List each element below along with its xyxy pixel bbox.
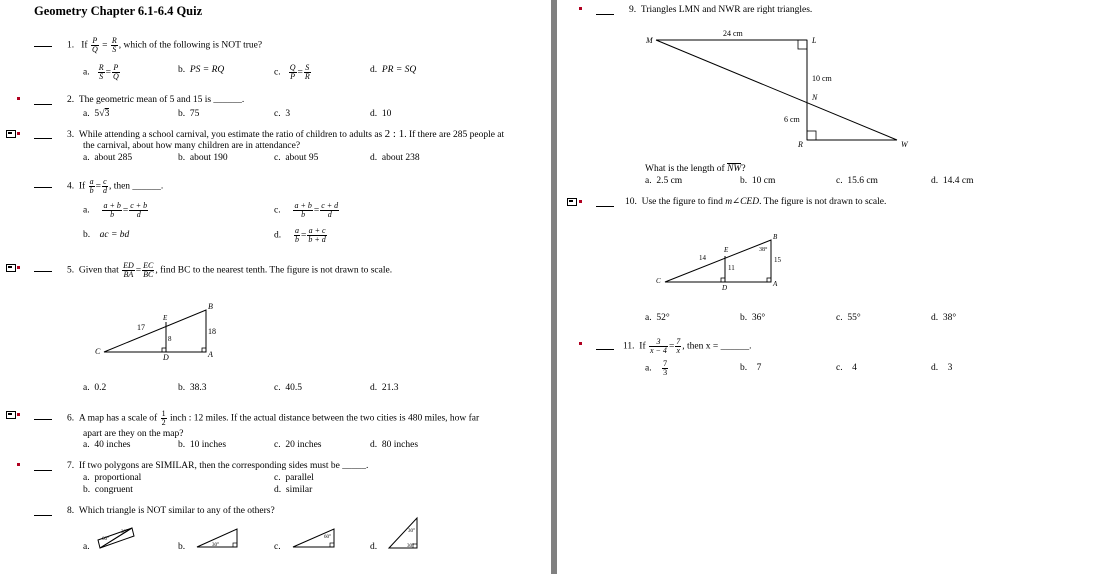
question-6-line2: apart are they on the map?	[83, 429, 184, 439]
q10-label-a: A	[773, 280, 778, 288]
keyboard-icon-q10	[567, 198, 577, 206]
q2-choice-a: a. 5√3	[83, 108, 110, 119]
q4-choice-b: b. ac = bd	[83, 230, 130, 240]
q3-choice-a: a. about 285	[83, 153, 133, 163]
q1-choice-a: a. $\frac{R}{S}$ = $\frac{P}{Q}$	[83, 63, 119, 81]
q8-choice-d-label: d.	[370, 542, 378, 552]
q8-choice-b-label: b.	[178, 542, 186, 552]
q11-choice-a: a. $\frac{7}{3}$	[645, 359, 668, 377]
q9-label-w: W	[901, 140, 908, 149]
keyboard-icon-q5	[6, 264, 16, 272]
q9-side-24: 24 cm	[723, 29, 743, 38]
flag-marker-q2	[17, 97, 20, 100]
answer-blank-q5[interactable]	[34, 271, 52, 272]
answer-blank-q2[interactable]	[34, 104, 52, 105]
answer-blank-q9[interactable]	[596, 14, 614, 15]
q8-choice-a-label: a.	[83, 542, 90, 552]
q2-choice-c: c. 3	[274, 109, 291, 119]
answer-blank-q1[interactable]	[34, 46, 52, 47]
q7-choice-d: d. similar	[274, 485, 313, 495]
question-3-line2: the carnival, about how many children are in attendance?	[83, 141, 301, 151]
q7-choice-b: b. congruent	[83, 485, 133, 495]
q11-choice-c: c. 4	[836, 363, 857, 373]
q10-label-c: C	[656, 277, 661, 285]
q8-a-angle-2: 60°	[102, 537, 109, 542]
q9-label-n: N	[812, 93, 818, 102]
q8-d-angle-1: 30°	[408, 529, 415, 534]
question-3-line1: 3. While attending a school carnival, you estimate the ratio of children to adults as 2 : 1. If there are 285 people at	[67, 128, 505, 140]
q1-choice-d: d. PR = SQ	[370, 65, 417, 75]
q10-angle-38: 38°	[759, 247, 768, 253]
q5-label-b: B	[208, 302, 213, 311]
page-left	[0, 0, 551, 574]
question-4: 4. If $\frac{a}{b}$ = $\frac{c}{d}$ , then ______.	[67, 177, 164, 195]
q9-choice-b: b. 10 cm	[740, 176, 776, 186]
q3-choice-d: d. about 238	[370, 153, 420, 163]
q5-side-18: 18	[208, 327, 216, 336]
q4-choice-c: c. $\frac{a + b}{b}$ = $\frac{c + d}{d}$	[274, 201, 339, 219]
q10-choice-b: b. 36°	[740, 313, 766, 323]
question-10: 10. Use the figure to find m∠CED. The figure is not drawn to scale.	[625, 197, 887, 207]
q7-choice-a: a. proportional	[83, 473, 142, 483]
q6-choice-d: d. 80 inches	[370, 440, 419, 450]
question-9: 9. Triangles LMN and NWR are right triangles.	[629, 5, 813, 15]
q10-triangle-figure	[653, 230, 793, 292]
q5-choice-c: c. 40.5	[274, 383, 302, 393]
q6-choice-a: a. 40 inches	[83, 440, 131, 450]
q8-triangle-d	[386, 514, 422, 552]
q2-choice-b: b. 75	[178, 109, 200, 119]
q10-label-b: B	[773, 233, 778, 241]
q8-d-angle-2: 30°	[407, 544, 414, 549]
q5-label-c: C	[95, 347, 101, 356]
q5-choice-d: d. 21.3	[370, 383, 399, 393]
q9-side-10: 10 cm	[812, 74, 832, 83]
q2-choice-d: d. 10	[370, 109, 392, 119]
question-9-prompt: What is the length of NW?	[645, 164, 746, 174]
q8-triangle-c	[290, 526, 338, 550]
answer-blank-q7[interactable]	[34, 470, 52, 471]
q10-side-15: 15	[774, 256, 781, 264]
q9-label-m: M	[646, 36, 653, 45]
q4-choice-a: a. $\frac{a + b}{b}$ = $\frac{c + b}{d}$	[83, 201, 148, 219]
q9-label-r: R	[798, 140, 803, 149]
q8-triangle-a	[96, 524, 136, 550]
flag-marker-q10	[579, 200, 582, 203]
q9-choice-a: a. 2.5 cm	[645, 176, 683, 186]
answer-blank-q8[interactable]	[34, 515, 52, 516]
q5-label-d: D	[163, 353, 169, 362]
flag-marker-q6	[17, 413, 20, 416]
question-1: 1. If $\frac{P}{Q}$ = $\frac{R}{S}$ , which of the following is NOT true?	[67, 36, 263, 54]
q1-choice-c: c. $\frac{Q}{P}$ = $\frac{S}{R}$	[274, 63, 310, 81]
q9-label-l: L	[812, 36, 817, 45]
q10-label-e: E	[724, 246, 729, 254]
q8-choice-c-label: c.	[274, 542, 281, 552]
q5-label-e: E	[163, 314, 168, 322]
q10-label-d: D	[722, 284, 728, 292]
q10-choice-c: c. 55°	[836, 313, 861, 323]
q10-choice-d: d. 38°	[931, 313, 957, 323]
question-11: 11. If $\frac{3}{x - 4}$ = $\frac{7}{x}$ , then x = ______.	[623, 337, 752, 355]
q3-choice-b: b. about 190	[178, 153, 228, 163]
q6-choice-c: c. 20 inches	[274, 440, 322, 450]
page-right	[557, 0, 1117, 574]
q9-triangles-figure	[641, 24, 921, 152]
question-8: 8. Which triangle is NOT similar to any of the others?	[67, 506, 275, 516]
answer-blank-q6[interactable]	[34, 419, 52, 420]
flag-marker-q5	[17, 266, 20, 269]
q4-choice-d: d. $\frac{a}{b}$ = $\frac{a + c}{b + d}$	[274, 226, 326, 244]
q3-choice-c: c. about 95	[274, 153, 319, 163]
q8-a-angle-1: 30°	[121, 530, 128, 535]
q5-side-17: 17	[137, 323, 145, 332]
q7-choice-c: c. parallel	[274, 473, 314, 483]
keyboard-icon-q6	[6, 411, 16, 419]
q10-side-11: 11	[728, 264, 735, 272]
flag-marker-q9	[579, 7, 582, 10]
answer-blank-q4[interactable]	[34, 187, 52, 188]
q11-choice-d: d. 3	[931, 363, 953, 373]
q10-choice-a: a. 52°	[645, 313, 670, 323]
question-5: 5. Given that $\frac{ED}{BA}$ = $\frac{EC}{BC}$ , find BC to the nearest tenth. The figure is not drawn to scale.	[67, 261, 393, 279]
question-7: 7. If two polygons are SIMILAR, then the corresponding sides must be _____.	[67, 461, 369, 471]
q5-choice-a: a. 0.2	[83, 383, 107, 393]
answer-blank-q3[interactable]	[34, 138, 52, 139]
q9-choice-d: d. 14.4 cm	[931, 176, 974, 186]
answer-blank-q10[interactable]	[596, 206, 614, 207]
flag-marker-q11	[579, 342, 582, 345]
q5-label-a: A	[208, 350, 213, 359]
q1-choice-b: b. PS = RQ	[178, 65, 225, 75]
q5-choice-b: b. 38.3	[178, 383, 207, 393]
question-2: 2. The geometric mean of 5 and 15 is ______.	[67, 95, 245, 105]
q9-side-6: 6 cm	[784, 115, 800, 124]
q8-b-angle: 30°	[212, 543, 219, 548]
answer-blank-q11[interactable]	[596, 349, 614, 350]
q8-c-angle: 60°	[324, 535, 331, 540]
q9-choice-c: c. 15.6 cm	[836, 176, 878, 186]
keyboard-icon-q3	[6, 130, 16, 138]
q5-side-8: 8	[168, 335, 172, 343]
q10-side-14: 14	[699, 254, 706, 262]
q6-choice-b: b. 10 inches	[178, 440, 227, 450]
flag-marker-q3	[17, 132, 20, 135]
q5-triangle-figure	[90, 298, 230, 362]
flag-marker-q7	[17, 463, 20, 466]
q11-choice-b: b. 7	[740, 363, 762, 373]
q8-triangle-b	[194, 526, 240, 550]
page-title: Geometry Chapter 6.1-6.4 Quiz	[34, 4, 203, 18]
question-6-line1: 6. A map has a scale of $\frac{1}{2}$ inch : 12 miles. If the actual distance between the two cities is 480 miles, how far	[67, 409, 480, 427]
